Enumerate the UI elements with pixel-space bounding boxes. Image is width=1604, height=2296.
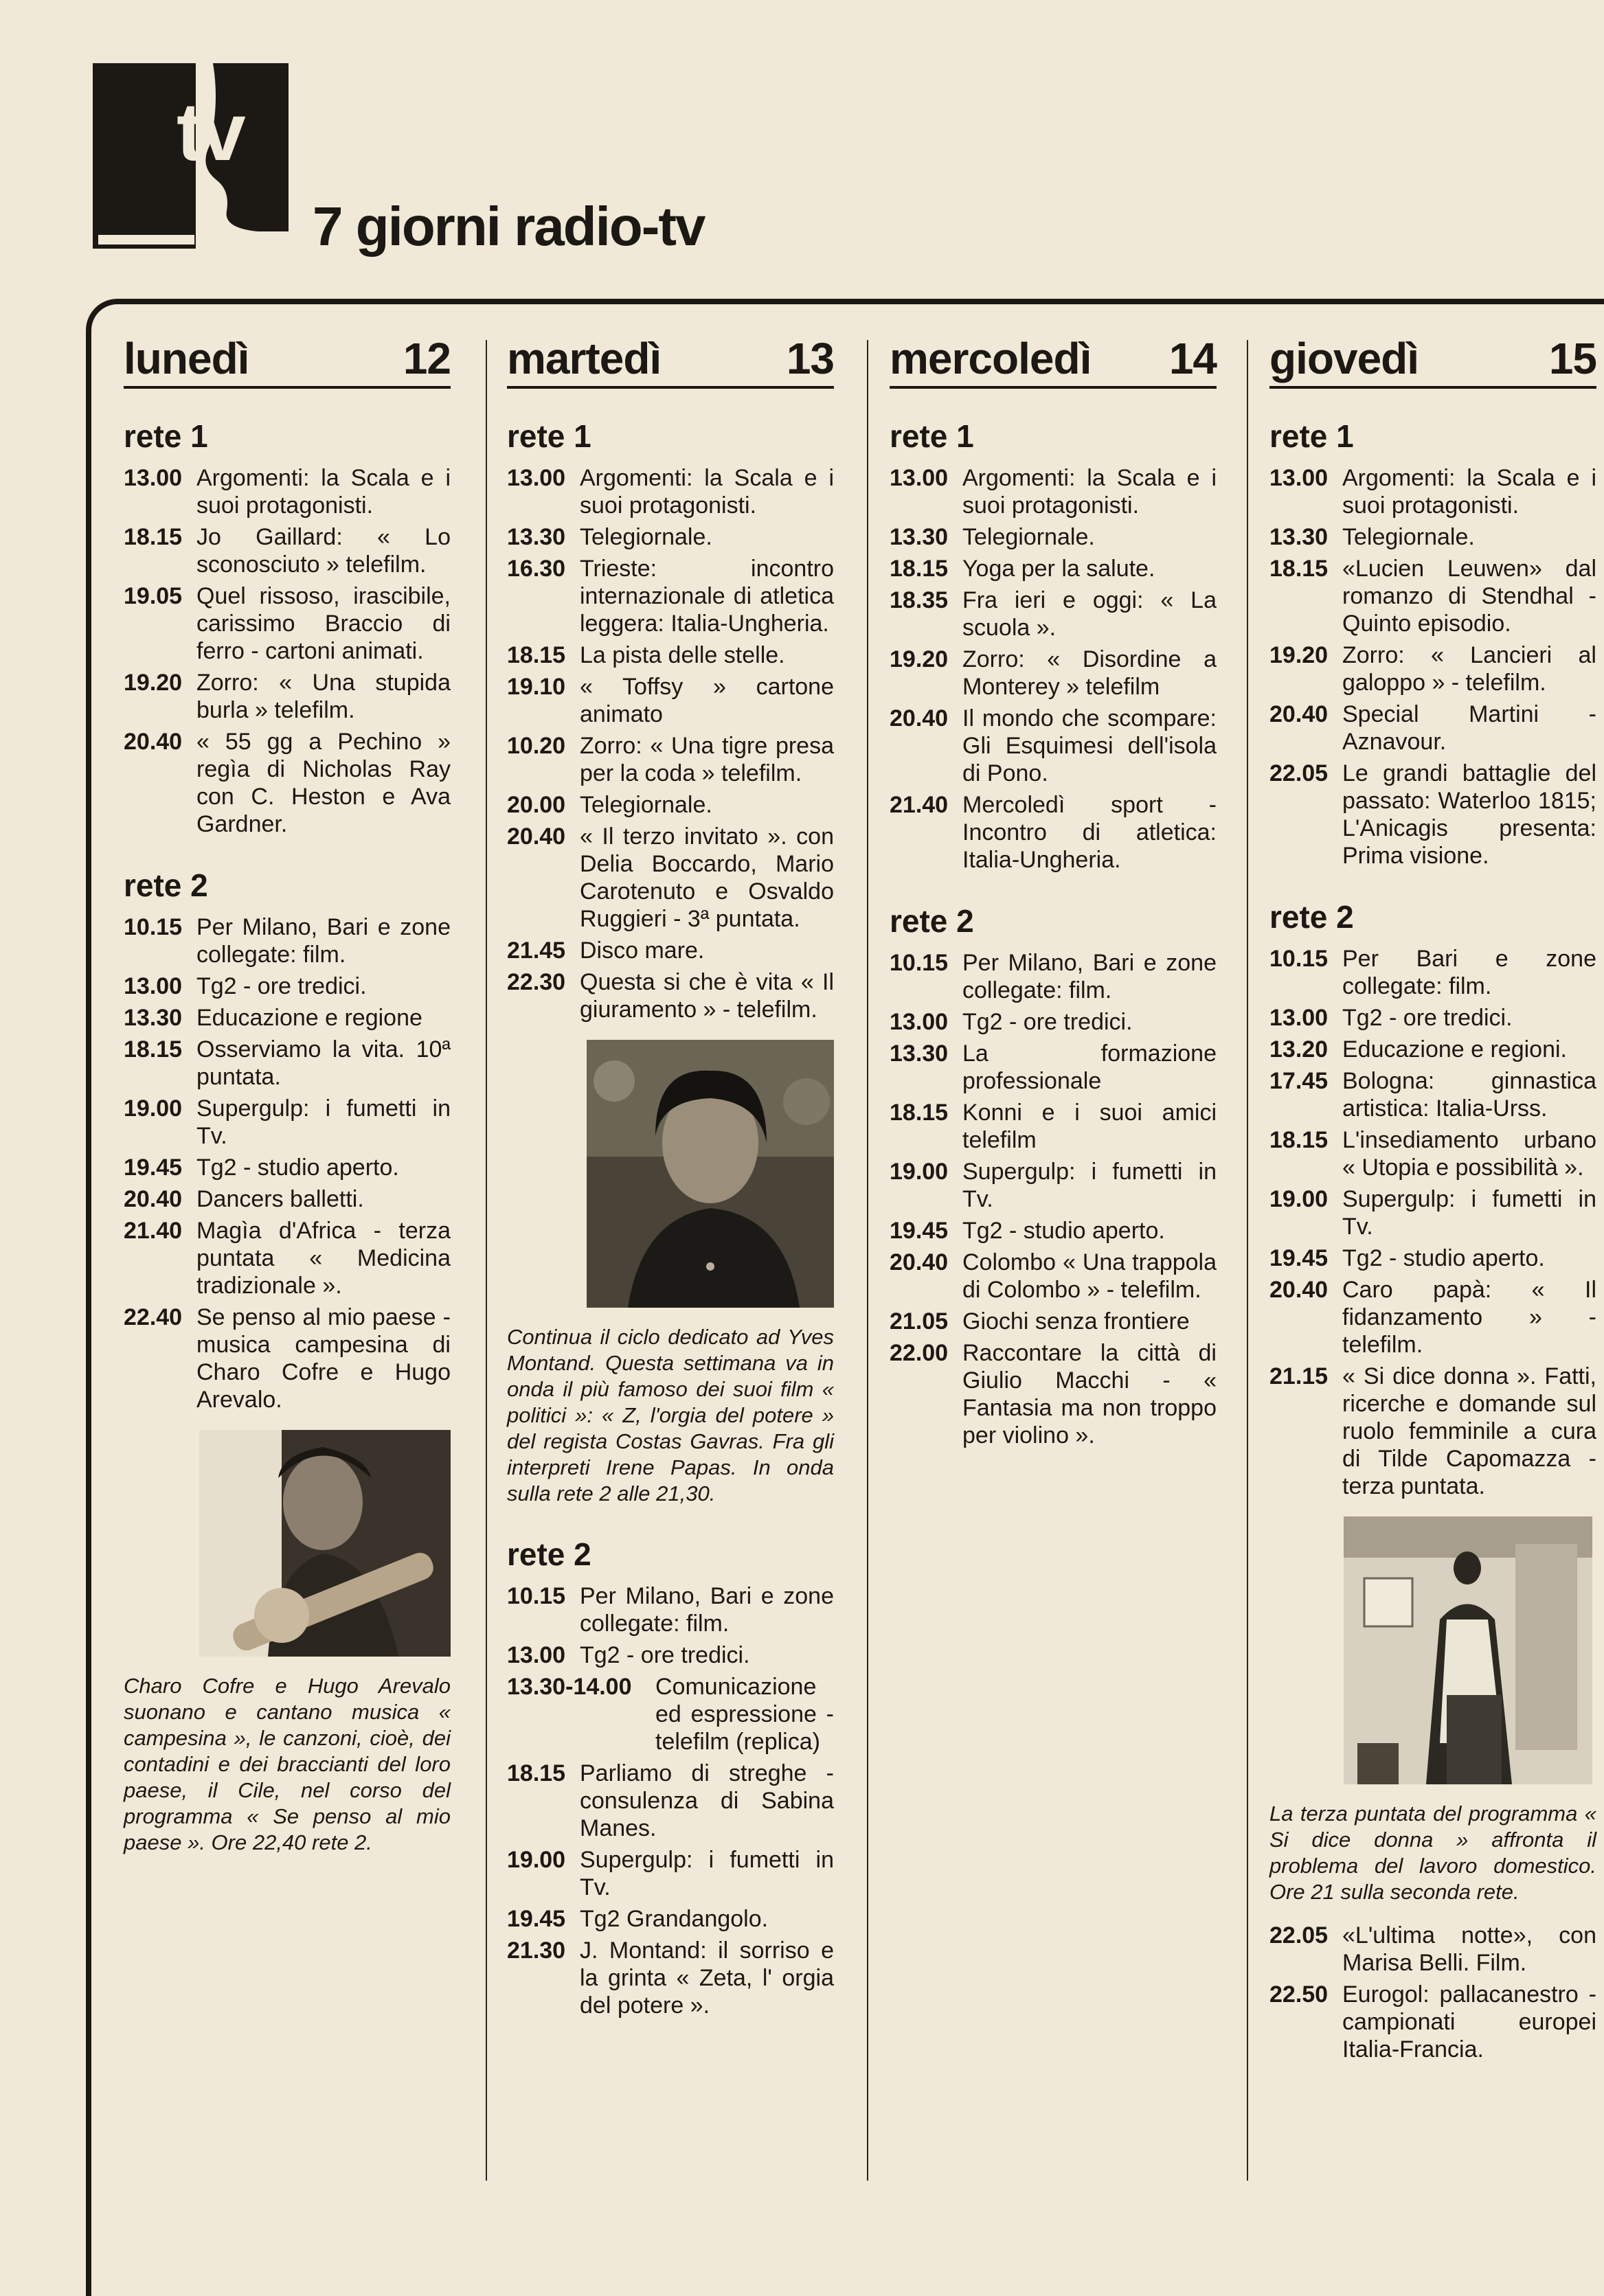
rete-heading: rete 2 [890, 903, 974, 939]
program-time: 22.30 [507, 969, 566, 995]
program-entry [124, 1036, 451, 1091]
program-time: 13.30 [124, 1005, 183, 1031]
day-name: mercoledì [890, 334, 1092, 383]
program-title: Tg2 - studio aperto. [1342, 1245, 1545, 1271]
program-time: 13.30 [890, 524, 949, 550]
program-title: Supergulp: i fumetti in Tv. [1342, 1186, 1596, 1240]
program-entry [507, 937, 834, 964]
program-title: Dancers balletti. [196, 1186, 364, 1212]
day-column-lunedi [124, 323, 451, 1867]
program-time: 21.15 [1269, 1363, 1329, 1389]
program-title: Fra ieri e oggi: « La scuola ». [962, 587, 1217, 641]
program-time: 20.40 [1269, 701, 1329, 727]
program-entry [124, 1095, 451, 1150]
program-time: 19.00 [1269, 1186, 1329, 1212]
program-entry [890, 791, 1217, 874]
program-time: 22.05 [1269, 760, 1329, 786]
rete-heading: rete 1 [1269, 418, 1354, 454]
program-entry [124, 1217, 451, 1299]
program-entry [507, 1905, 834, 1933]
program-time: 18.15 [124, 1036, 183, 1062]
program-time: 22.40 [124, 1304, 183, 1330]
program-title: Questa si che è vita « Il giuramento » - telefilm. [580, 969, 834, 1023]
program-entry [1269, 1981, 1596, 2063]
day-date: 15 [1548, 334, 1596, 383]
program-title: Per Bari e zone collegate: film. [1342, 946, 1596, 999]
program-entry [890, 1308, 1217, 1335]
day-date: 13 [786, 334, 834, 383]
program-entry [507, 641, 834, 669]
program-title: Tg2 - ore tredici. [1342, 1005, 1513, 1031]
program-time: 19.00 [890, 1159, 949, 1185]
program-title: Telegiornale. [580, 792, 712, 818]
rete-heading: rete 2 [507, 1536, 591, 1572]
program-time: 21.40 [890, 792, 949, 818]
program-time: 13.30 [1269, 524, 1329, 550]
program-entry [124, 1004, 451, 1032]
day-column-mercoledi [890, 323, 1217, 1453]
program-title: Tg2 - ore tredici. [580, 1642, 750, 1668]
program-time: 13.00 [124, 465, 183, 491]
program-entry [507, 1673, 834, 1755]
program-entry [124, 913, 451, 968]
program-entry [890, 523, 1217, 551]
program-time: 18.15 [890, 1100, 949, 1126]
program-entry [890, 705, 1217, 787]
program-title: L'insediamento urbano « Utopia e possibilità ». [1342, 1127, 1596, 1181]
program-entry [1269, 1363, 1596, 1500]
program-entry [890, 1040, 1217, 1095]
program-title: J. Montand: il sorriso e la grinta « Zeta, l' orgia del potere ». [580, 1937, 834, 2019]
program-time: 10.15 [124, 914, 183, 940]
program-time: 13.30-14.00 [507, 1674, 632, 1700]
program-time: 10.15 [507, 1583, 566, 1609]
program-entry [124, 669, 451, 724]
rete-heading: rete 1 [890, 418, 974, 454]
program-entry [124, 1185, 451, 1213]
program-entry [890, 646, 1217, 701]
program-title: « Toffsy » cartone animato [580, 674, 834, 727]
program-title: Telegiornale. [962, 524, 1095, 550]
program-entry [507, 464, 834, 519]
program-time: 20.40 [124, 729, 183, 755]
program-title: Argomenti: la Scala e i suoi protagonisti. [580, 465, 834, 519]
program-title: Yoga per la salute. [962, 556, 1155, 582]
program-entry [1269, 1004, 1596, 1032]
day-name: lunedì [124, 334, 249, 383]
program-time: 18.15 [1269, 556, 1329, 582]
program-title: La pista delle stelle. [580, 642, 785, 668]
program-entry [890, 1217, 1217, 1244]
program-time: 20.40 [890, 705, 949, 731]
program-title: Supergulp: i fumetti in Tv. [196, 1095, 451, 1149]
program-entry [507, 968, 834, 1023]
program-title: Per Milano, Bari e zone collegate: film. [196, 914, 451, 968]
program-entry [1269, 464, 1596, 519]
program-time: 10.15 [890, 950, 949, 976]
day-header [507, 323, 834, 389]
program-time: 19.45 [507, 1906, 566, 1932]
program-time: 19.45 [1269, 1245, 1329, 1271]
program-time: 19.10 [507, 674, 566, 700]
program-entry [507, 732, 834, 787]
program-entry [890, 949, 1217, 1004]
program-title: Zorro: « Una stupida burla » telefilm. [196, 670, 451, 723]
program-time: 19.45 [124, 1155, 183, 1181]
program-time: 16.30 [507, 556, 566, 582]
program-title: Magìa d'Africa - terza puntata « Medicina tradizionale ». [196, 1218, 451, 1299]
program-title: Argomenti: la Scala e i suoi protagonisti. [962, 465, 1217, 519]
program-time: 18.15 [507, 642, 566, 668]
program-time: 19.05 [124, 583, 183, 609]
program-time: 18.15 [507, 1760, 566, 1786]
program-title: Il mondo che scompare: Gli Esquimesi dell'isola di Pono. [962, 705, 1217, 786]
program-time: 22.05 [1269, 1922, 1329, 1948]
program-time: 19.20 [1269, 642, 1329, 668]
program-time: 13.20 [1269, 1036, 1329, 1062]
day-column-martedi [507, 323, 834, 2023]
program-entry [1269, 1276, 1596, 1359]
column-divider [1247, 340, 1248, 2181]
program-time: 21.30 [507, 1937, 566, 1964]
program-entry [507, 1582, 834, 1637]
program-time: 22.00 [890, 1340, 949, 1366]
program-title: Disco mare. [580, 937, 705, 964]
program-entry [1269, 1126, 1596, 1181]
program-entry [1269, 523, 1596, 551]
program-entry [1269, 555, 1596, 637]
program-time: 22.50 [1269, 1981, 1329, 2008]
program-entry [1269, 1036, 1596, 1063]
program-title: Per Milano, Bari e zone collegate: film. [580, 1583, 834, 1637]
program-time: 19.20 [890, 646, 949, 672]
program-title: Bologna: ginnastica artistica: Italia-Urss. [1342, 1068, 1596, 1122]
program-title: Supergulp: i fumetti in Tv. [580, 1847, 834, 1900]
program-entry [507, 555, 834, 637]
program-entry [1269, 1067, 1596, 1122]
program-time: 17.45 [1269, 1068, 1329, 1094]
program-title: La formazione professionale [962, 1041, 1217, 1094]
program-title: Parliamo di streghe - consulenza di Sabina Manes. [580, 1760, 834, 1841]
program-title: Osserviamo la vita. 10ª puntata. [196, 1036, 451, 1090]
program-time: 20.40 [1269, 1277, 1329, 1303]
program-title: «L'ultima notte», con Marisa Belli. Film. [1342, 1922, 1596, 1976]
program-time: 13.00 [890, 465, 949, 491]
program-title: Argomenti: la Scala e i suoi protagonisti. [196, 465, 451, 519]
program-entry [1269, 1922, 1596, 1977]
program-title: Zorro: « Lancieri al galoppo » - telefilm. [1342, 642, 1596, 696]
program-entry [890, 1339, 1217, 1449]
program-time: 18.15 [124, 524, 183, 550]
program-entry [890, 1099, 1217, 1154]
program-entry [890, 1008, 1217, 1036]
program-title: « Si dice donna ». Fatti, ricerche e domande sul ruolo femminile a cura di Tilde Capomazza - terza puntata. [1342, 1363, 1596, 1499]
program-title: Telegiornale. [580, 524, 712, 550]
page-title: 7 giorni radio-tv [313, 196, 705, 257]
program-time: 19.00 [124, 1095, 183, 1122]
program-entry [124, 1304, 451, 1413]
day-header [1269, 323, 1596, 389]
program-title: Zorro: « Disordine a Monterey » telefilm [962, 646, 1217, 700]
program-title: Jo Gaillard: « Lo sconosciuto » telefilm. [196, 524, 451, 578]
rete-heading: rete 2 [1269, 899, 1354, 935]
program-time: 13.30 [890, 1041, 949, 1067]
photo-caption: Continua il ciclo dedicato ad Yves Montand. Questa settimana va in onda il più famoso dei suoi film « politici »: « Z, l'orgia del potere » del regista Costas Gavras. Fra gli interpreti Irene Papas. In onda sulla rete 2 alle 21,30. [507, 1325, 834, 1505]
day-header [124, 323, 451, 389]
program-time: 21.45 [507, 937, 566, 964]
program-entry [124, 523, 451, 578]
program-title: Tg2 - studio aperto. [962, 1218, 1165, 1244]
program-entry [890, 1249, 1217, 1304]
program-entry [507, 791, 834, 819]
program-time: 18.15 [1269, 1127, 1329, 1153]
program-entry [507, 1760, 834, 1842]
program-time: 20.40 [124, 1186, 183, 1212]
program-title: Eurogol: pallacanestro - campionati europei Italia-Francia. [1342, 1981, 1596, 2062]
program-time: 10.15 [1269, 946, 1329, 972]
column-divider [486, 340, 487, 2181]
program-title: Argomenti: la Scala e i suoi protagonisti. [1342, 465, 1596, 519]
program-title: Supergulp: i fumetti in Tv. [962, 1159, 1217, 1212]
rete-heading: rete 1 [124, 418, 208, 454]
program-time: 19.00 [507, 1847, 566, 1873]
program-title: Tg2 Grandangolo. [580, 1906, 769, 1932]
program-entry [507, 1641, 834, 1669]
program-time: 18.35 [890, 587, 949, 613]
day-date: 14 [1168, 334, 1217, 383]
program-entry [124, 582, 451, 665]
program-entry [1269, 1185, 1596, 1240]
program-time: 13.00 [1269, 1005, 1329, 1031]
program-title: Special Martini - Aznavour. [1342, 701, 1596, 755]
rete-heading: rete 2 [124, 867, 208, 903]
program-time: 13.00 [507, 465, 566, 491]
program-entry [890, 555, 1217, 582]
program-title: Quel rissoso, irascibile, carissimo Braccio di ferro - cartoni animati. [196, 583, 451, 664]
program-entry [890, 1158, 1217, 1213]
program-title: Zorro: « Una tigre presa per la coda » telefilm. [580, 733, 834, 786]
program-time: 20.40 [507, 823, 566, 850]
program-entry [1269, 641, 1596, 696]
program-entry [124, 464, 451, 519]
program-entry [890, 464, 1217, 519]
program-time: 13.00 [890, 1009, 949, 1035]
program-time: 13.30 [507, 524, 566, 550]
photo-guitarist [199, 1430, 451, 1657]
program-title: Tg2 - studio aperto. [196, 1155, 399, 1181]
program-entry [890, 587, 1217, 641]
program-time: 13.00 [507, 1642, 566, 1668]
photo-caption: Charo Cofre e Hugo Arevalo suonano e cantano musica « campesina », le canzoni, cioè, dei contadini e dei braccianti del loro paese, il Cile, nel corso del programma « Se penso al mio paese ». Ore 22,40 rete 2. [124, 1674, 451, 1854]
program-entry [1269, 701, 1596, 755]
program-time: 18.15 [890, 556, 949, 582]
program-title: Mercoledì sport - Incontro di atletica: Italia-Ungheria. [962, 792, 1217, 873]
program-entry [507, 823, 834, 933]
program-time: 20.00 [507, 792, 566, 818]
program-entry [507, 673, 834, 728]
program-time: 21.05 [890, 1308, 949, 1334]
rete-heading: rete 1 [507, 418, 591, 454]
program-entry [507, 1937, 834, 2019]
program-title: « Il terzo invitato ». con Delia Boccardo, Mario Carotenuto e Osvaldo Ruggieri - 3ª puntata. [580, 823, 834, 932]
program-entry [507, 523, 834, 551]
program-title: Caro papà: « Il fidanzamento » - telefilm. [1342, 1277, 1596, 1358]
program-entry [124, 973, 451, 1000]
program-title: Se penso al mio paese - musica campesina di Charo Cofre e Hugo Arevalo. [196, 1304, 451, 1413]
program-title: Educazione e regioni. [1342, 1036, 1568, 1062]
day-column-giovedi [1269, 323, 1596, 2067]
program-time: 13.00 [124, 973, 183, 999]
program-title: Educazione e regione [196, 1005, 422, 1031]
program-title: Tg2 - ore tredici. [962, 1009, 1133, 1035]
tv-logo [93, 63, 289, 249]
day-name: martedì [507, 334, 662, 383]
program-title: «Lucien Leuwen» dal romanzo di Stendhal - Quinto episodio. [1342, 556, 1596, 637]
program-entry [124, 728, 451, 838]
program-title: Trieste: incontro internazionale di atletica leggera: Italia-Ungheria. [580, 556, 834, 637]
program-title: Le grandi battaglie del passato: Waterloo 1815; L'Anicagis presenta: Prima visione. [1342, 760, 1596, 869]
program-entry [1269, 760, 1596, 869]
program-title: Raccontare la città di Giulio Macchi - « Fantasia ma non troppo per violino ». [962, 1340, 1217, 1448]
program-entry [124, 1154, 451, 1181]
day-name: giovedì [1269, 334, 1419, 383]
program-entry [1269, 945, 1596, 1000]
program-title: Giochi senza frontiere [962, 1308, 1190, 1334]
column-divider [867, 340, 868, 2181]
program-time: 13.00 [1269, 465, 1329, 491]
program-title: Telegiornale. [1342, 524, 1475, 550]
program-time: 21.40 [124, 1218, 183, 1244]
program-time: 20.40 [890, 1249, 949, 1275]
program-title: Konni e i suoi amici telefilm [962, 1100, 1217, 1153]
photo-housewife [1344, 1516, 1596, 1784]
day-date: 12 [403, 334, 451, 383]
logo-text: tv [177, 86, 242, 178]
program-time: 19.20 [124, 670, 183, 696]
program-entry [507, 1846, 834, 1901]
program-title: Colombo « Una trappola di Colombo » - telefilm. [962, 1249, 1217, 1303]
program-time: 19.45 [890, 1218, 949, 1244]
program-entry [1269, 1244, 1596, 1272]
program-title: « 55 gg a Pechino » regìa di Nicholas Ray con C. Heston e Ava Gardner. [196, 729, 451, 837]
program-title: Per Milano, Bari e zone collegate: film. [962, 950, 1217, 1003]
photo-caption: La terza puntata del programma « Si dice donna » affronta il problema del lavoro domestico. Ore 21 sulla seconda rete. [1269, 1801, 1596, 1904]
day-header [890, 323, 1217, 389]
photo-irene-papas [587, 1040, 834, 1308]
program-title: Tg2 - ore tredici. [196, 973, 367, 999]
program-time: 10.20 [507, 733, 566, 759]
program-title: Comunicazione ed espressione - telefilm (replica) [655, 1674, 834, 1755]
